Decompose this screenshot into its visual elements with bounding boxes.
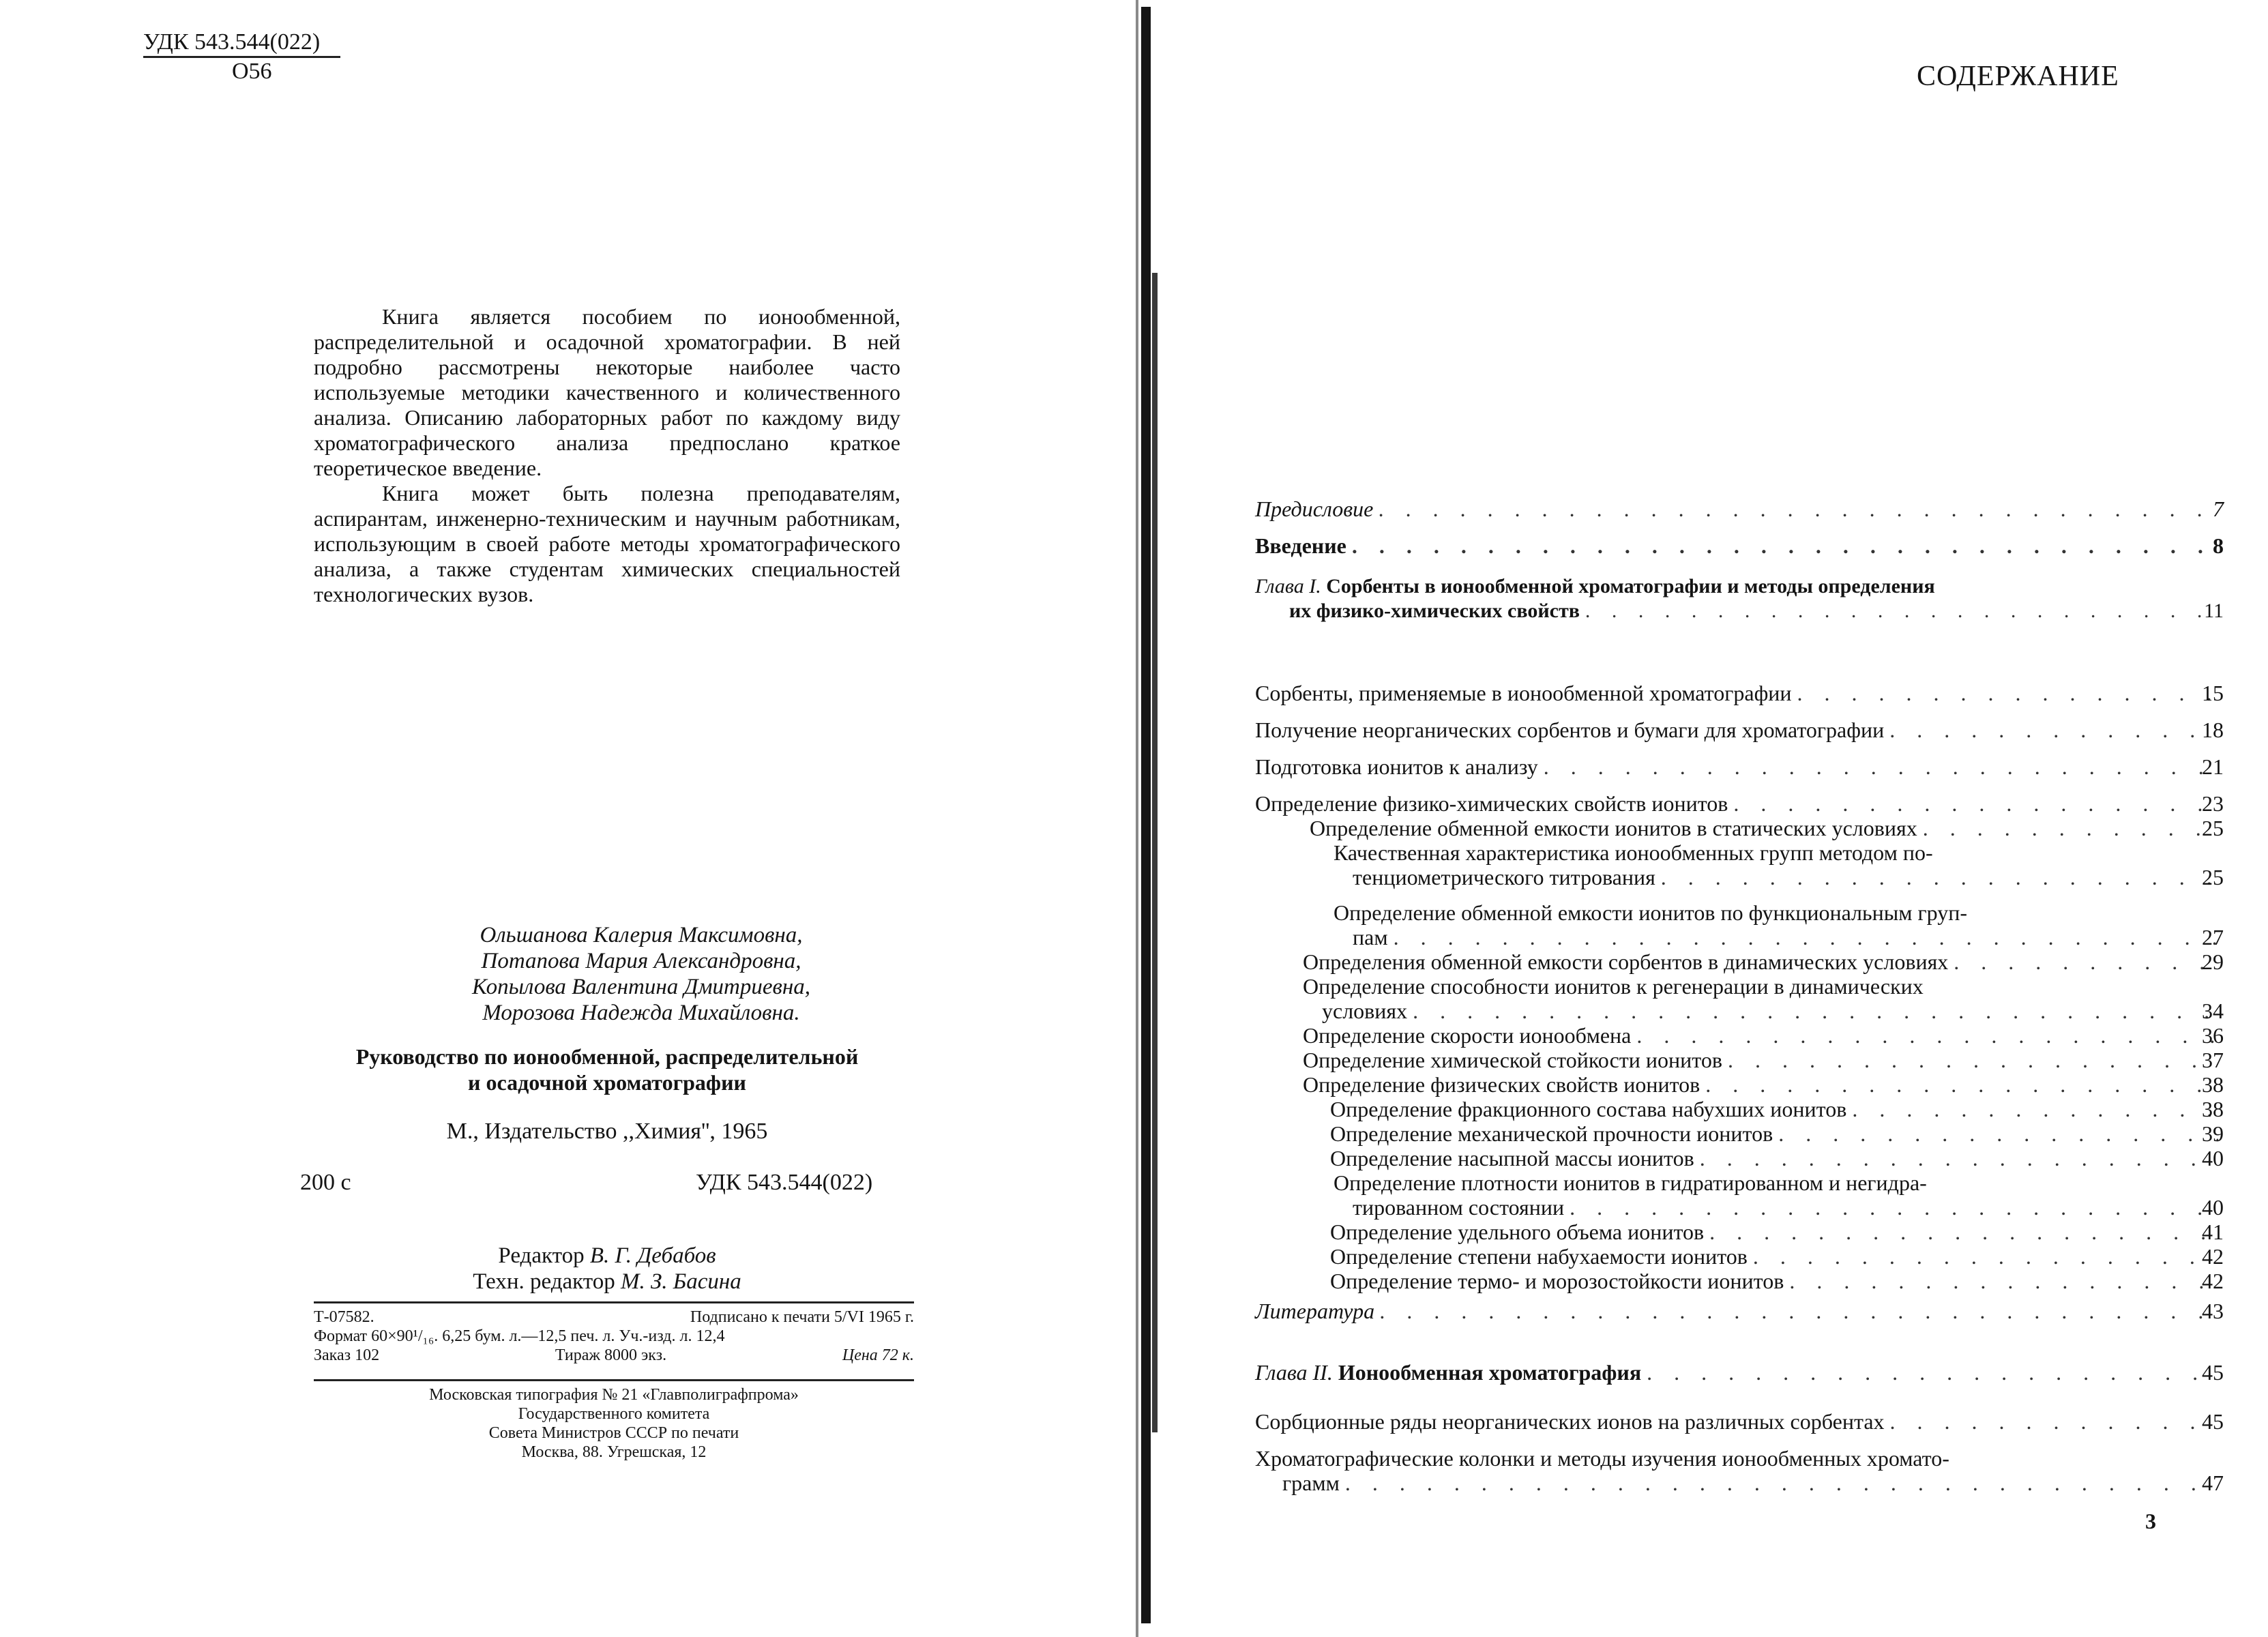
toc-page: 41 <box>2202 1220 2224 1244</box>
toc-page: 36 <box>2202 1023 2224 1048</box>
order-number: Заказ 102 <box>314 1346 380 1364</box>
toc-title: тенциометрического титрования <box>1353 865 1655 889</box>
left-page <box>0 0 1119 1637</box>
toc-title: тированном состоянии <box>1353 1195 1565 1220</box>
toc-entry <box>1255 533 2224 558</box>
toc-entry <box>1303 974 2224 1023</box>
book-title <box>307 1044 907 1095</box>
toc-page: 25 <box>2202 816 2224 840</box>
toc-entry <box>1330 1269 2224 1293</box>
toc-page: 8 <box>2213 533 2224 558</box>
toc-page: 18 <box>2202 718 2224 742</box>
toc-entry <box>1334 840 2224 889</box>
toc-page: 27 <box>2202 925 2224 949</box>
toc-page: 38 <box>2202 1072 2224 1097</box>
toc-page: 39 <box>2202 1121 2224 1146</box>
toc-page: 37 <box>2202 1048 2224 1072</box>
author: Морозова Надежда Михайловна. <box>482 1001 800 1025</box>
toc-entry <box>1255 754 2224 779</box>
toc-title: Сорбенты, применяемые в ионообменной хроматографии <box>1255 681 1792 705</box>
toc-title-line1: Определение обменной емкости ионитов по функциональным груп- <box>1334 900 1967 925</box>
format-info: Формат 60×90¹/₁₆. 6,25 бум. л.—12,5 печ. л. Уч.-изд. л. 12,4 <box>314 1327 725 1345</box>
toc-entry <box>1334 1170 2224 1220</box>
toc-title-line1: Определение способности ионитов к регенерации в динамических <box>1303 974 1924 999</box>
chapter-label: Глава I. <box>1255 575 1321 598</box>
toc-title: Получение неорганических сорбентов и бумаги для хроматографии <box>1255 718 1885 742</box>
toc-title: Введение <box>1255 533 1346 558</box>
editor-line <box>307 1243 907 1269</box>
toc-chapter-line1 <box>1255 574 1935 599</box>
annotation <box>314 304 900 607</box>
chapter-title: Сорбенты в ионообменной хроматографии и методы определения <box>1326 575 1935 598</box>
toc-title: пам <box>1353 925 1388 949</box>
toc-entry <box>1303 1072 2224 1097</box>
toc-page: 42 <box>2202 1244 2224 1269</box>
toc-chapter <box>1255 1360 2224 1385</box>
toc-entry <box>1255 718 2224 742</box>
author: Копылова Валентина Дмитриевна, <box>472 975 810 999</box>
toc-title: Определение механической прочности ионитов <box>1330 1121 1773 1146</box>
toc-entry <box>1255 791 2224 816</box>
tech-editor-line <box>307 1269 907 1295</box>
toc-title: Определение химической стойкости ионитов <box>1303 1048 1722 1072</box>
signed-to-print: Подписано к печати 5/VI 1965 г. <box>690 1308 914 1326</box>
book-title-line: и осадочной хроматографии <box>468 1070 746 1095</box>
editor-label: Редактор <box>498 1243 585 1268</box>
toc-entry <box>1255 1409 2224 1434</box>
toc-title: грамм <box>1282 1471 1340 1495</box>
printer-line: Государственного комитета <box>518 1405 710 1423</box>
toc-page: 42 <box>2202 1269 2224 1293</box>
toc-entry <box>1255 497 2224 521</box>
toc-page: 40 <box>2202 1195 2224 1220</box>
toc-entry <box>1303 1023 2224 1048</box>
toc-title: Определение физико-химических свойств ионитов <box>1255 791 1728 816</box>
toc-entry <box>1255 681 2224 705</box>
tech-editor-name: М. З. Басина <box>620 1269 741 1294</box>
toc-title: Сорбционные ряды неорганических ионов на различных сорбентах <box>1255 1409 1885 1434</box>
toc-title: Предисловие <box>1255 497 1374 521</box>
toc-entry <box>1330 1146 2224 1170</box>
toc-title: Определение насыпной массы ионитов <box>1330 1146 1694 1170</box>
toc-title: Определение скорости ионообмена <box>1303 1023 1632 1048</box>
authors <box>382 922 900 1026</box>
toc-entry <box>1255 1446 2224 1495</box>
annotation-paragraph: Книга является пособием по ионообменной, распределительной и осадочной хроматографии. В ней подробно рассмотрены некоторые наиболее часто используемые методики качественного и количественного анализа. Описанию лабораторных работ по каждому виду хроматографического анализа предпослано краткое теоретическое введение. <box>314 304 900 480</box>
toc-page: 45 <box>2202 1409 2224 1434</box>
printer-info <box>314 1379 914 1462</box>
toc-page: 21 <box>2202 754 2224 779</box>
toc-title: Определения обменной емкости сорбентов в динамических условиях <box>1303 949 1949 974</box>
toc-title: их физико-химических свойств <box>1289 600 1580 622</box>
toc-title: Определение термо- и морозостойкости ионитов <box>1330 1269 1784 1293</box>
price: Цена 72 к. <box>842 1346 914 1364</box>
toc-page: 11 <box>2204 600 2224 622</box>
toc-entry <box>1303 1048 2224 1072</box>
printer-line: Москва, 88. Угрешская, 12 <box>521 1443 707 1461</box>
author: Потапова Мария Александровна, <box>481 949 801 973</box>
toc-entry <box>1255 1299 2224 1323</box>
imprint: М., Издательство ,,Химия'', 1965 <box>446 1119 768 1144</box>
toc-entry <box>1310 816 2224 840</box>
printer-line: Совета Министров СССР по печати <box>488 1424 739 1442</box>
toc-title: Определение фракционного состава набухших ионитов <box>1330 1097 1847 1121</box>
print-info-row <box>314 1327 914 1346</box>
toc-entry <box>1330 1244 2224 1269</box>
print-info-row <box>314 1346 914 1365</box>
toc-title: Определение обменной емкости ионитов в статических условиях <box>1310 816 1917 840</box>
toc-page: 29 <box>2202 949 2224 974</box>
toc-entry <box>1303 949 2224 974</box>
book-title-line: Руководство по ионообменной, распределительной <box>355 1044 859 1069</box>
page-count: 200 с <box>300 1170 351 1195</box>
page-number: 3 <box>2145 1509 2156 1533</box>
toc-entry <box>1330 1121 2224 1146</box>
catalog-code: О56 <box>232 59 272 84</box>
toc-title: Определение удельного объема ионитов <box>1330 1220 1705 1244</box>
toc-page: 25 <box>2202 865 2224 889</box>
toc-chapter <box>1255 575 2224 623</box>
editors <box>307 1243 907 1295</box>
toc-title-line1: Определение плотности ионитов в гидратированном и негидра- <box>1334 1170 1927 1195</box>
toc-entry <box>1330 1097 2224 1121</box>
udk-top: УДК 543.544(022) <box>143 29 340 58</box>
right-page <box>1201 0 2268 1637</box>
toc-page: 23 <box>2202 791 2224 816</box>
toc-page: 7 <box>2213 497 2224 521</box>
contents-title: СОДЕРЖАНИЕ <box>1917 61 2119 92</box>
toc-page: 34 <box>2202 999 2224 1023</box>
toc-page: 47 <box>2202 1471 2224 1495</box>
author: Ольшанова Калерия Максимовна, <box>480 923 803 947</box>
toc-page: 43 <box>2202 1299 2224 1323</box>
toc-title: Литература <box>1255 1299 1375 1323</box>
toc-title-line1: Качественная характеристика ионообменных групп методом по- <box>1334 840 1933 865</box>
tech-editor-label: Техн. редактор <box>473 1269 615 1294</box>
print-info <box>314 1301 914 1365</box>
toc-entry <box>1330 1220 2224 1244</box>
toc-title: условиях <box>1322 999 1408 1023</box>
udk-header <box>143 29 340 85</box>
toc-title-line1: Хроматографические колонки и методы изучения ионообменных хромато- <box>1255 1446 1949 1471</box>
toc-title: Подготовка ионитов к анализу <box>1255 754 1538 779</box>
toc-page: 15 <box>2202 681 2224 705</box>
book-spine <box>1129 0 1170 1637</box>
printer-line: Московская типография № 21 «Главполиграфпрома» <box>429 1386 799 1404</box>
toc-title: Определение степени набухаемости ионитов <box>1330 1244 1748 1269</box>
print-info-row <box>314 1308 914 1327</box>
print-run: Тираж 8000 экз. <box>555 1346 667 1364</box>
chapter-label: Глава II. <box>1255 1360 1333 1385</box>
toc-entry <box>1334 900 2224 949</box>
toc-page: 45 <box>2202 1360 2224 1385</box>
udk-bottom: УДК 543.544(022) <box>696 1170 873 1195</box>
toc-title: Определение физических свойств ионитов <box>1303 1072 1700 1097</box>
toc-page: 38 <box>2202 1097 2224 1121</box>
annotation-paragraph: Книга может быть полезна преподавателям, аспирантам, инженерно-техническим и научным работникам, использующим в своей работе методы хроматографического анализа, а также студентам химических специальностей технологических вузов. <box>314 481 900 606</box>
order-code: Т-07582. <box>314 1308 374 1326</box>
editor-name: В. Г. Дебабов <box>589 1243 716 1268</box>
toc-title: Ионообменная хроматография <box>1338 1360 1642 1385</box>
toc-page: 40 <box>2202 1146 2224 1170</box>
